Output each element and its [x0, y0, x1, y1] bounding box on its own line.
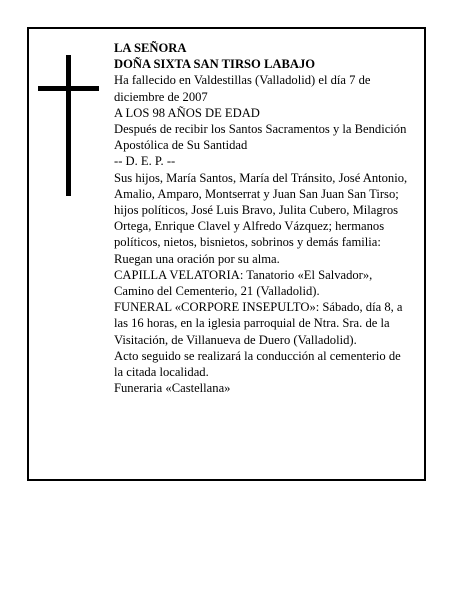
cemetery-info: Acto seguido se realizará la conducción al cementerio de la citada localidad.: [114, 348, 401, 380]
cross-horizontal-bar: [38, 86, 99, 91]
funeral-home: Funeraria «Castellana»: [114, 381, 231, 396]
obituary-text: [114, 40, 410, 396]
age-line: A LOS 98 AÑOS DE EDAD: [114, 105, 260, 120]
death-info: Ha fallecido en Valdestillas (Valladolid) el día 7 de diciembre de 2007: [114, 73, 371, 104]
funeral-info: FUNERAL «CORPORE INSEPULTO»: Sábado, día 8, a las 16 horas, en la iglesia parroquial de Ntra. Sra. de la Visitación, de Villanueva de Duero (Valladolid).: [114, 300, 403, 347]
notice-heading: LA SEÑORA: [114, 41, 187, 55]
family-paragraph: Sus hijos, María Santos, María del Tránsito, José Antonio, Amalio, Amparo, Montserrat y Juan San Juan San Tirso; hijos políticos, José Luis Bravo, Julita Cubero, Milagros Ortega, Enrique Clavel y Alfredo Vázquez; hermanos políticos, nietos, bisnietos, sobrinos y demás familia:: [114, 170, 408, 250]
prayer-line: Ruegan una oración por su alma.: [114, 251, 280, 266]
rip-line: -- D. E. P. --: [114, 154, 176, 169]
sacraments-line: Después de recibir los Santos Sacramentos y la Bendición Apostólica de Su Santidad: [114, 122, 407, 153]
cross-vertical-bar: [66, 55, 71, 196]
chapel-info: CAPILLA VELATORIA: Tanatorio «El Salvador», Camino del Cementerio, 21 (Valladolid).: [114, 267, 373, 299]
deceased-name: DOÑA SIXTA SAN TIRSO LABAJO: [114, 57, 316, 72]
